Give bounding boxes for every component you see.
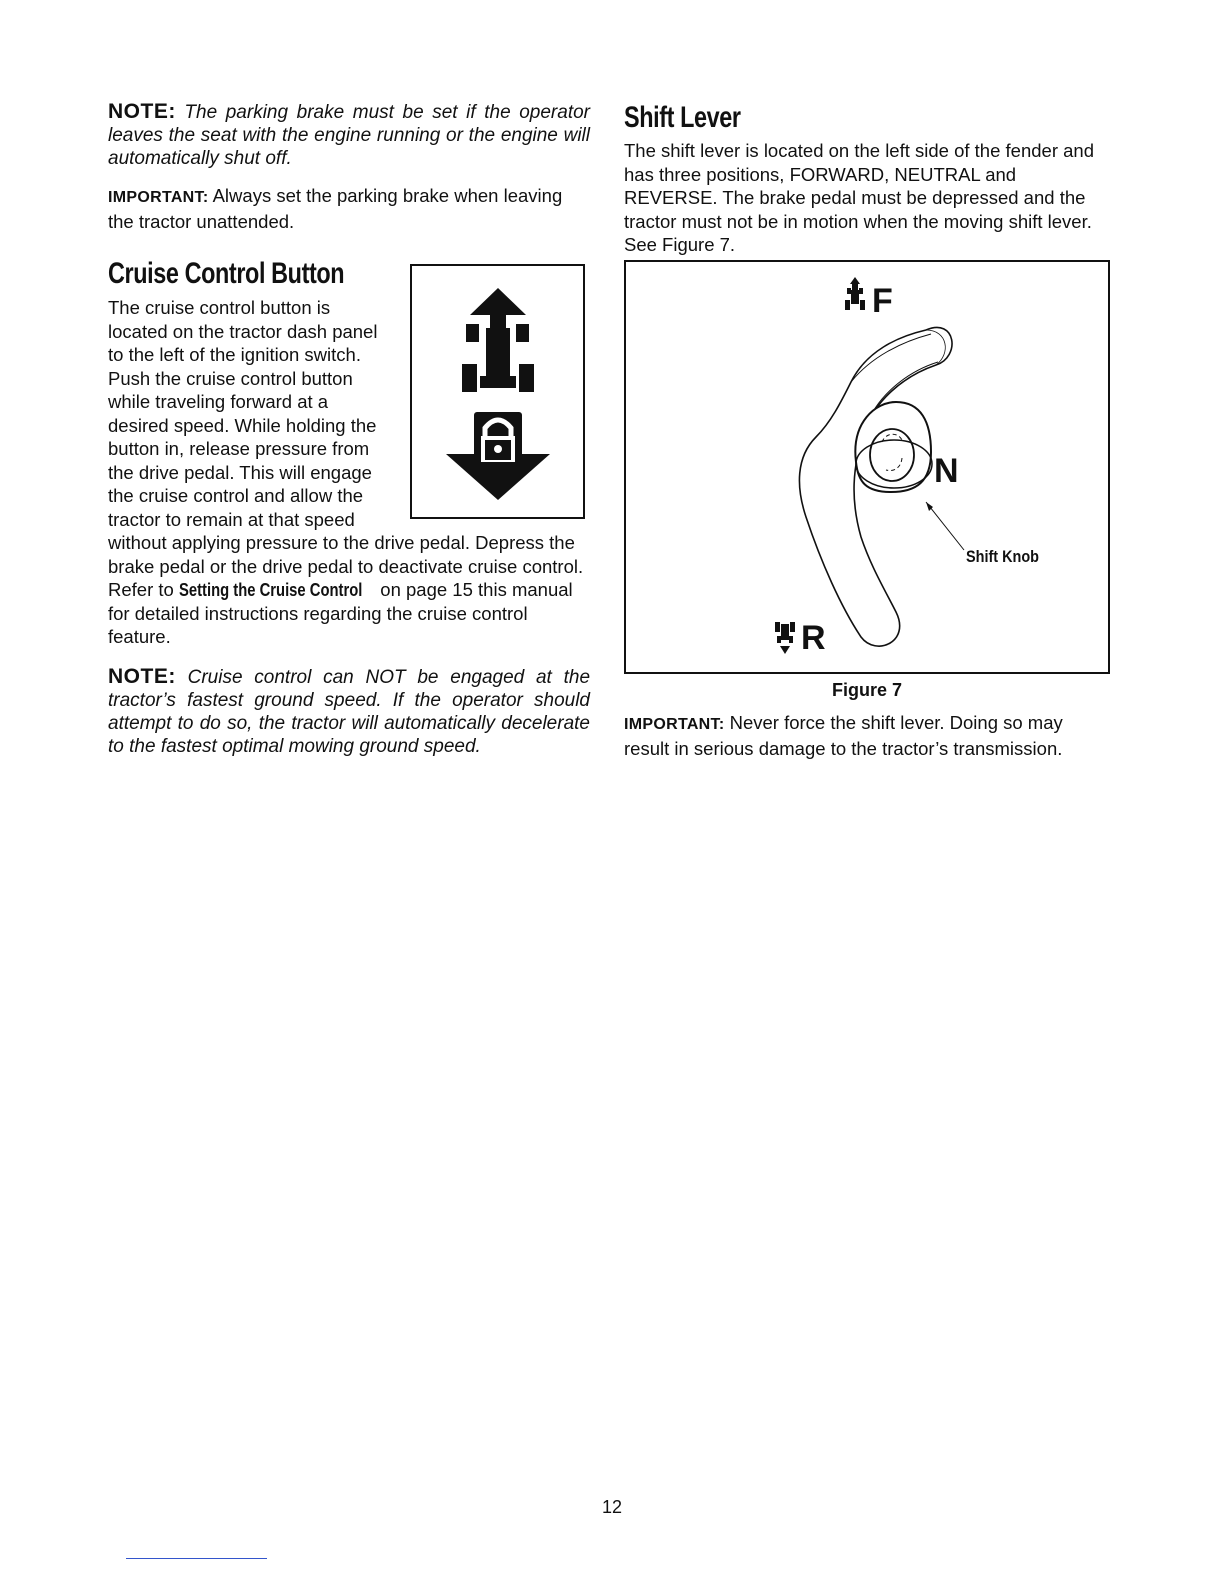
- important-shift-lever: [624, 711, 1110, 760]
- neutral-label: N: [934, 452, 959, 490]
- figure-caption: Figure 7: [831, 680, 902, 700]
- forward-tractor-icon: [845, 277, 865, 310]
- note-parking-brake: [108, 100, 590, 170]
- cruise-body-line-5: desired speed. While holding the: [108, 414, 377, 436]
- cruise-body-line-0: The cruise control button is: [108, 297, 331, 318]
- cruise-body-line-2: to the left of the ignition switch.: [108, 344, 361, 365]
- cruise-body-line-3: Push the cruise control button: [108, 367, 353, 389]
- important-parking-brake: [108, 184, 590, 233]
- figure-7: [624, 260, 1110, 674]
- cruise-body-rest-2: on page 15 this manual for detailed instructions regarding the cruise control feature.: [108, 579, 573, 647]
- left-column: [108, 100, 591, 757]
- note-text: Cruise control can NOT be engaged at the tractor’s fastest ground speed. If the operator should attempt to do so, the tractor will automatically decelerate to the fastest optimal mowing ground speed.: [108, 666, 591, 757]
- important-label: IMPORTANT:: [624, 716, 725, 733]
- shift-lever-diagram: [626, 262, 1108, 672]
- important-label: IMPORTANT:: [108, 189, 209, 206]
- cruise-body-rest: [108, 531, 590, 649]
- right-column: [624, 100, 1110, 759]
- important-text: Never force the shift lever. Doing so may result in serious damage to the tractor’s transmission.: [624, 712, 1063, 759]
- forward-label: F: [872, 282, 893, 320]
- cruise-body-line-1: located on the tractor dash panel: [108, 320, 378, 342]
- cruise-control-body: [108, 296, 590, 758]
- cruise-body-line-8: the cruise control and allow the: [108, 485, 364, 506]
- reverse-tractor-icon: [775, 622, 795, 654]
- shift-lever-heading: Shift Lever: [624, 101, 741, 134]
- note-text: The parking brake must be set if the operator leaves the seat with the engine running or the engine will automatically shut off.: [108, 102, 590, 169]
- reverse-label: R: [801, 619, 826, 657]
- cruise-section-reference: Setting the Cruise Control: [178, 579, 363, 600]
- callout-leader-line: [926, 502, 964, 550]
- shift-lever-body: The shift lever is located on the left side of the fender and has three positions, FORWARD, NEUTRAL and REVERSE. The brake pedal must be depressed and the tractor must not be in motion when the moving shift lever. See Figure 7.: [624, 140, 1094, 255]
- cruise-control-heading: Cruise Control Button: [108, 257, 345, 290]
- cruise-body-line-9: tractor to remain at that speed: [108, 508, 355, 530]
- page-number: 12: [601, 1497, 623, 1517]
- cruise-body-rest-1: without applying pressure to the drive pedal. Depress the brake pedal or the drive pedal to deactivate cruise control. Refer to: [108, 532, 584, 600]
- cruise-body-line-4: while traveling forward at a: [108, 391, 329, 412]
- footer-rule: [126, 1558, 267, 1559]
- note-label: NOTE:: [108, 100, 176, 123]
- shift-knob-icon: [855, 402, 932, 492]
- note-cruise-speed: [108, 665, 590, 758]
- cruise-body-line-7: the drive pedal. This will engage: [108, 461, 372, 483]
- cruise-body-line-6: button in, release pressure from: [108, 438, 370, 459]
- note-label: NOTE:: [108, 664, 176, 688]
- important-text: Always set the parking brake when leaving the tractor unattended.: [108, 185, 563, 232]
- shift-knob-callout: Shift Knob: [966, 547, 1039, 567]
